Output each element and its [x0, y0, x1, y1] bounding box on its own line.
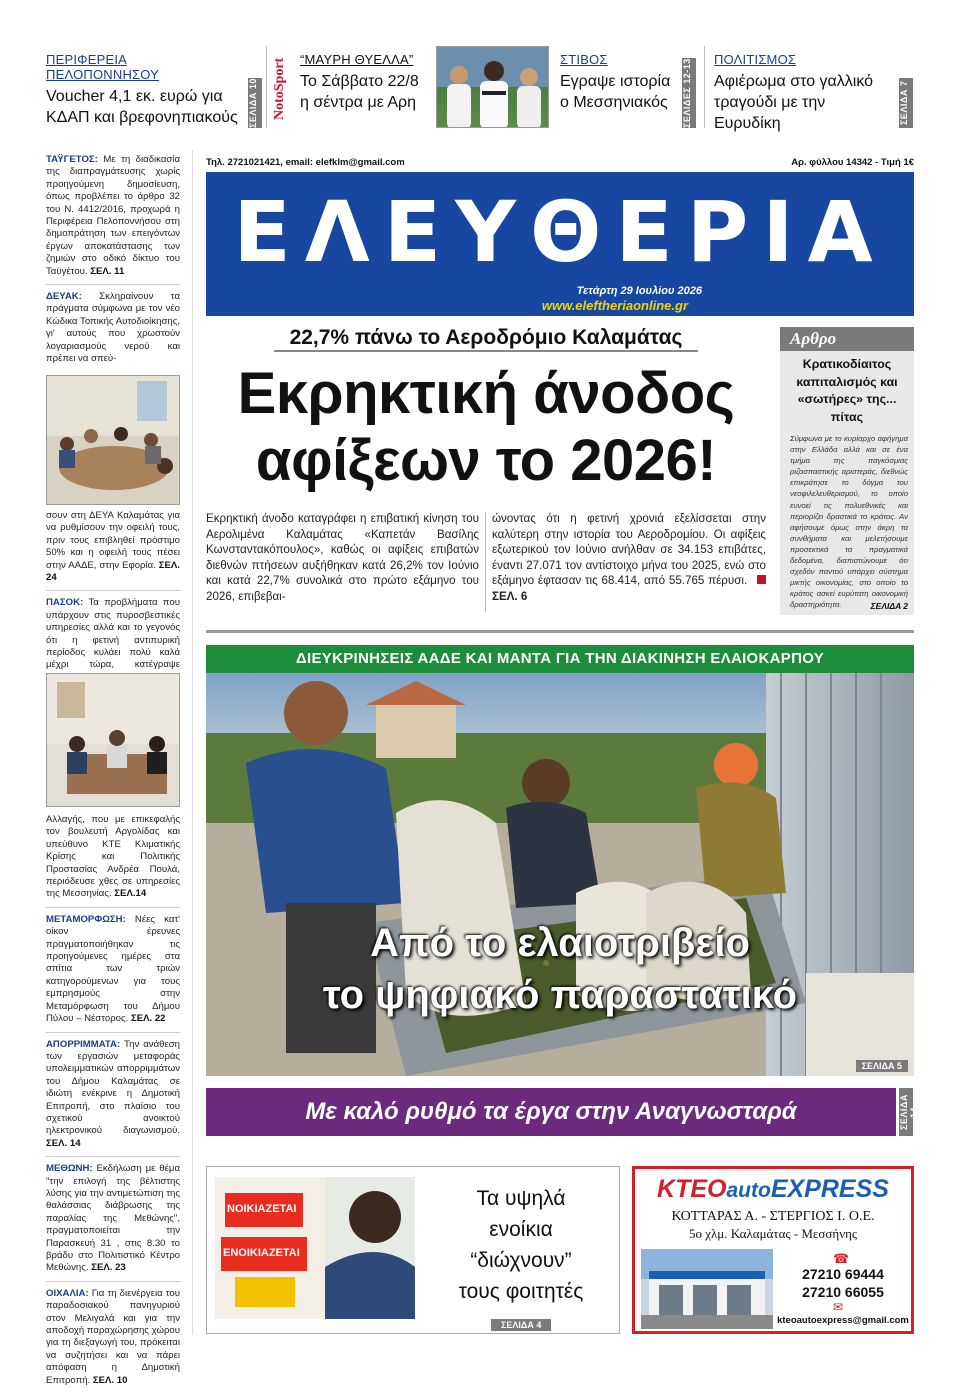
divider: [46, 590, 180, 591]
page-tab: ΣΕΛΙΔΑ 14: [899, 1088, 913, 1136]
divider: [46, 284, 180, 285]
opinion-label: Αρθρο: [780, 327, 914, 351]
teaser-2[interactable]: [300, 52, 432, 113]
fire-service-photo: [46, 673, 180, 807]
issue-info: Αρ. φύλλου 14342 - Τιμή 1€: [791, 157, 914, 168]
meeting-photo: [46, 375, 180, 505]
lead-page-ref[interactable]: ΣΕΛ. 6: [492, 589, 528, 603]
teaser-text: Αφιέρωμα στο γαλλικό τραγούδι με την Ευρυδίκη: [714, 73, 874, 132]
teaser-text: Εγραψε ιστορία ο Μεσσηνιακός: [560, 73, 671, 111]
column-divider: [192, 150, 193, 1335]
opinion-page-ref[interactable]: ΣΕΛΙΔΑ 2: [870, 601, 908, 611]
rent-sign-1: ΝΟΙΚΙΑΖΕΤΑΙ: [227, 1203, 297, 1215]
email-icon: ✉: [833, 1300, 844, 1314]
masthead[interactable]: [206, 172, 914, 316]
lead-body-col-2: ώνοντας ότι η φετινή χρονιά εξελίσσεται στην καλύτερη στην ιστορία του Αεροδρομίου. Οι αφίξεις εξωτερικού τον Ιούνιο ανήλθαν σε 34.153 επιβάτες, έναντι 27.071 τον αντίστοιχο μήνα του 2025, ενώ στο εξάμηνο έφτασαν τις 68.414, από 55.765 πέρυσι. ΣΕΛ. 6: [492, 512, 766, 603]
divider: [266, 46, 267, 128]
ad-phone-2[interactable]: 27210 66055: [802, 1284, 884, 1300]
ad-building-photo: [641, 1249, 773, 1329]
kicker-underline: [274, 350, 698, 352]
building-illustration: [641, 1249, 773, 1329]
page-tab: ΣΕΛΙΔΑ 7: [899, 78, 913, 128]
purple-headline[interactable]: Με καλό ρυθμό τα έργα στην Αναγνωσταρά: [206, 1088, 896, 1136]
divider: [46, 1156, 180, 1157]
teaser-kicker: ΠΕΡΙΦΕΡΕΙΑ ΠΕΛΟΠΟΝΝΗΣΟΥ: [46, 52, 160, 82]
brief-pasok[interactable]: ΠΑΣΟΚ: Τα προβλήματα που υπάρχουν στις πυροσβεστικές υπηρεσίες αλλά και το γεγονός ότι η φετινή αντιπυρική περίοδος κυλάει πολύ καλά μέχρι τώρα, κατέγραψε: [46, 597, 180, 671]
teaser-kicker: ΣΤΙΒΟΣ: [560, 52, 608, 67]
rent-signs-photo: [215, 1177, 415, 1319]
teaser-4[interactable]: [714, 52, 896, 134]
ad-company: ΚΟΤΤΑΡΑΣ Α. - ΣΤΕΡΓΙΟΣ Ι. Ο.Ε.: [671, 1209, 875, 1224]
feature-page-ref[interactable]: ΣΕΛΙΔΑ 5: [856, 1060, 908, 1072]
feature-banner[interactable]: ΔΙΕΥΚΡΙΝΗΣΕΙΣ ΑΑΔΕ ΚΑΙ ΜΑΝΤΑ ΓΙΑ ΤΗΝ ΔΙΑΚΙΝΗΣΗ ΕΛΑΙΟΚΑΡΠΟΥ: [206, 645, 914, 673]
players-illustration: [437, 47, 549, 128]
brief-methoni[interactable]: ΜΕΘΩΝΗ: Εκδήλωση με θέμα "την επιλογή της βέλτιστης λύσης για την αντιμετώπιση της θαλάσσιας διάβρωσης της παραλίας της Μεθώνης", πραγματοποιείται την Παρασκευή 31 , στις 8.30 το βράδυ στο Πολιτιστικό Κέντρο Μεθώνης. ΣΕΛ. 23: [46, 1163, 180, 1274]
headline-line-1: Εκρηκτική άνοδος: [237, 361, 735, 426]
teaser-kicker: ΠΟΛΙΤΙΣΜΟΣ: [714, 52, 797, 67]
column-divider: [485, 512, 486, 612]
kteo-ad[interactable]: [632, 1166, 914, 1334]
office-illustration: [47, 674, 180, 807]
notosport-logo: NotoSport: [272, 57, 287, 121]
lead-body-col-1: Εκρηκτική άνοδο καταγράφει η επιβατική κίνηση του Αερολιμένα Καλαμάτας «Καπετάν Βασίλης Κωνσταντακόπουλος», καθώς οι αφίξεις επιβατών διεθνών πτήσεων αυξήθηκαν κατά 26,2% τον Ιούνιο και κατά 22,7% συνολικά στο πρώτο εξάμηνο του 2026, επιβεβαι-: [206, 512, 479, 603]
feature-overlay-line-2: το ψηφιακό παραστατικό: [322, 973, 798, 1017]
section-divider: [206, 630, 914, 633]
opinion-title: Κρατικοδίαιτος καπιταλισμός και «σωτήρες» της... πίτας: [796, 357, 898, 424]
headline-line-2: αφίξεων το 2026!: [255, 428, 717, 493]
teaser-kicker: “ΜΑΥΡΗ ΘΥΕΛΛΑ”: [300, 52, 414, 67]
brief-metamorfosi[interactable]: ΜΕΤΑΜΟΡΦΩΣΗ: Νέες κατ' οίκον έρευνες πραγματοποιήθηκαν τις προηγούμενες ημέρες στα σπίτια των τριών κατηγορούμενων για τους εμπρησμούς στην Μεταμόρφωση του Δήμου Πύλου – Νέστορος. ΣΕΛ. 22: [46, 913, 181, 1025]
rent-sign-2: ΕΝΟΙΚΙΑΖΕΤΑΙ: [223, 1247, 300, 1259]
rent-story-box[interactable]: [206, 1166, 620, 1334]
brief-aporrimmata[interactable]: ΑΠΟΡΡΙΜΜΑΤΑ: Την ανάθεση των εργασιών μεταφοράς υπολειμματικών απορριμμάτων του Δήμου Καλαμάτας σε ιδιώτη ενέκρινε η Δημοτική Επιτροπή, στο πλαίσιο του σχετικού ανοικτού ηλεκτρονικού διαγωνισμού. ΣΕΛ. 14: [46, 1038, 180, 1149]
brief-deyak[interactable]: ΔΕΥΑΚ: Σκληραίνουν τα πράγματα σύμφωνα με τον νέο Κώδικα Τοπικής Αυτοδιοίκησης, γι' αυτούς που χρωστούν λογαριασμούς νερού και πρέπει να σπεύ-: [46, 291, 180, 365]
briefs-block-3: [46, 814, 180, 1387]
rent-headline: Τα υψηλά ενοίκια “διώχνουν” τους φοιτητές: [458, 1187, 584, 1303]
phone-icon: ☎: [833, 1251, 850, 1266]
feature-overlay-line-1: Από το ελαιοτριβείο: [370, 921, 750, 965]
opinion-sidebar[interactable]: [780, 327, 914, 615]
lead-headline[interactable]: [206, 360, 766, 494]
teaser-1[interactable]: [46, 52, 242, 128]
opinion-text: Σύμφωνα με το κυρίαρχο αφήγημα στην Ελλάδα αλλά και σε ένα τμήμα της παγκόσμιας ριζοσπαστικής αριστεράς, διεθνώς επικράτησε το δόγμα του νεοφιλελευθερισμού, το οποίο ευνοεί τις πολυεθνικές και περιορίζει δραστικά το κράτος. Αν αφήσουμε όμως στην άκρη τα συνθήματα και μελετήσουμε προσεκτικά τα πραγματικά δεδομένα, διαπιστώνουμε ότι σχεδόν παντού υπάρχει σύστημα μικτής οικονομίας, στο οποίο το κράτος ασκεί ευρύτατη οικονομική δραστηριότητα.: [790, 434, 908, 610]
masthead-title: ΕΛΕΥΘΕΡΙΑ: [233, 183, 887, 281]
page-tab: ΣΕΛΙΔΑ 10: [248, 78, 262, 128]
lead-kicker: 22,7% πάνω το Αεροδρόμιο Καλαμάτας: [289, 326, 683, 349]
football-players-photo: [436, 46, 549, 128]
divider: [704, 46, 705, 128]
masthead-website[interactable]: www.eleftheriaonline.gr: [541, 298, 688, 313]
teaser-text: Το Σάββατο 22/8 η σέντρα με Αρη: [300, 73, 419, 111]
ad-address: 5ο χλμ. Καλαμάτας - Μεσσήνης: [688, 1226, 858, 1241]
ad-phone-1[interactable]: 27210 69444: [802, 1266, 884, 1282]
divider: [46, 1032, 180, 1033]
ad-email[interactable]: kteoautoexpress@gmail.com: [777, 1315, 909, 1326]
contact-line: Τηλ. 2721021421, email: elefklm@gmail.com: [206, 157, 405, 168]
meeting-illustration: [47, 376, 180, 505]
divider: [46, 907, 180, 908]
briefs-block-1: [46, 154, 180, 366]
rent-page-ref[interactable]: ΣΕΛΙΔΑ 4: [491, 1319, 551, 1331]
page-ref-marker: [757, 575, 766, 584]
brief-taygetos[interactable]: ΤΑΫΓΕΤΟΣ: Με τη διαδικασία της διαπραγμάτευσης χωρίς προηγούμενη δημοσίευση, όπως προβλέπει το άρθρο 32 του Ν. 4412/2016, προχωρά η Περιφέρεια Πελοποννήσου στη δημοπράτηση των επειγόντων έργων αποκατάστασης των ζημιών στο οδικό δίκτυο του Ταϋγέτου. ΣΕΛ. 11: [46, 154, 180, 277]
teaser-3[interactable]: [560, 52, 676, 113]
briefs-block-2: [46, 510, 180, 697]
divider: [46, 1281, 180, 1282]
masthead-date: Τετάρτη 29 Ιουλίου 2026: [576, 285, 702, 297]
brief-deyak-cont[interactable]: σουν στη ΔΕΥΑ Καλαμάτας για να ρυθμίσουν την οφειλή τους, πριν τους επιβληθεί πρόστιμο 50% και η οφειλή τους πέσει στην ΑΑΔΕ, στην Εφορία. ΣΕΛ. 24: [46, 510, 181, 584]
page-tab: ΣΕΛΙΔΕΣ 12-13: [682, 58, 696, 128]
ad-brand: ΚΤΕΟautoEXPRESS: [657, 1175, 889, 1203]
olive-mill-photo: [206, 673, 914, 1076]
brief-oichalia[interactable]: ΟΙΧΑΛΙΑ: Για τη διενέργεια του παραδοσιακού πανηγυριού στον Μελιγαλά και για την αποδοχή παραχώρησης χώρου για τη διεξαγωγή του, πρόκειται να συζητήσει και να πάρει απόφαση η Δημοτική Επιτροπή. ΣΕΛ. 10: [46, 1287, 180, 1386]
teaser-text: Voucher 4,1 εκ. ευρώ για ΚΔΑΠ και βρεφονηπιακούς: [46, 88, 238, 126]
brief-pasok-cont[interactable]: Αλλαγής, που με επικεφαλής τον βουλευτή Αργολίδας και υπεύθυνο ΚΤΕ Κλιματικής Κρίσης και Πολιτικής Προστασίας Ανδρέα Πουλά, περιόδευσε χθες σε υπηρεσίες της Μεσσηνίας. ΣΕΛ.14: [46, 814, 180, 900]
